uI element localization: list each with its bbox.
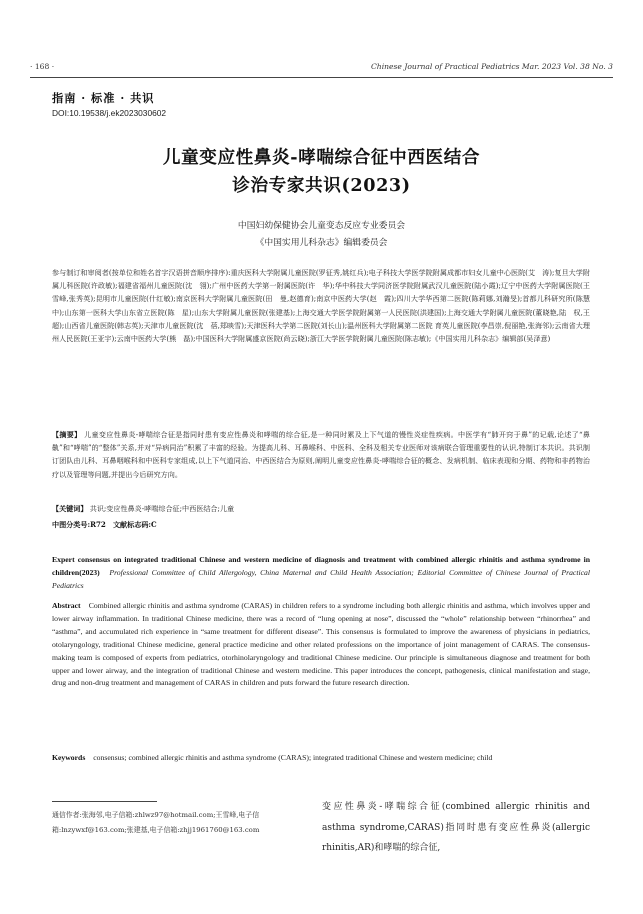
section-label: 指南 · 标准 · 共识 [52,91,155,105]
corresponding-authors-footnote: 通信作者:张海邻,电子信箱:zhlwz97@hotmail.com;王雪峰,电子信箱:lnzywxf@163.com;张建基,电子信箱:zhjj1961760@163.com [52,811,260,834]
article-title-line-1: 儿童变应性鼻炎-哮喘综合征中西医结合 [162,147,481,168]
contributors-list: 参与制订和审阅者(按单位和姓名首字汉语拼音顺序排序):重庆医科大学附属儿童医院(罗征秀,姚红兵);电子科技大学医学院附属成都市妇女儿童中心医院(艾 涛);复旦大学附属儿科医院(许政敏);福建省福州儿童医院(沈 翎);广州中医药大学第一附属医院(许 华);华中科技大学同济医学院附属武汉儿童医院(陆小霞);辽宁中医药大学附属医院(王雪峰,张秀英);昆明市儿童医院(什红敏);南京医科大学附属儿童医院(田 曼,赵德育);南京中医药大学(赵 霞);四川大学华西第二医院(陈莉娜,刘瀚旻);首都儿科研究所(陈慧中);山东第一医科大学山东省立医院(陈 星);山东大学附属儿童医院(张建基);上海交通大学医学院附属第一人民医院(洪建国);上海交通大学附属儿童医院(董晓艳,陆 权,王 超);山西省儿童医院(韩志英);天津市儿童医院(沈 蓓,郑映雪);天津医科大学第二医院(刘长山);温州医科大学附属第二医院 育英儿童医院(李昌崇,倪丽艳,张海邻);云南省大理州人民医院(王亚宇);云南中医药大学(熊 磊);中国医科大学附属盛京医院(尚云晓);浙江大学医学院附属儿童医院(陈志敏);《中国实用儿科杂志》编辑部(吴泽意) [52,268,598,344]
page-number: · 168 · [30,62,55,71]
english-keywords-text: consensus; combined allergic rhinitis and asthma syndrome (CARAS); integrated traditional Chinese and western medicine; child [93,753,493,762]
english-keywords-label: Keywords [52,753,86,762]
journal-citation: Chinese Journal of Practical Pediatrics Mar. 2023 Vol. 38 No. 3 [371,62,613,71]
header-rule [30,77,613,78]
keywords-cn [52,502,590,515]
running-header [30,62,613,76]
keywords-cn-label: 【关键词】 [52,504,88,513]
english-header [52,554,590,593]
english-keywords [52,752,590,765]
body-text-start: 变应性鼻炎-哮喘综合征(combined allergic rhinitis and asthma syndrome,CARAS)指同时患有变应性鼻炎(allergic rhinitis,AR)和哮喘的综合征, [322,802,590,853]
keywords-cn-text: 共识;变应性鼻炎-哮喘综合征;中西医结合;儿童 [89,504,235,513]
classification: 中图分类号:R72 文献标志码:C [52,520,157,529]
organization-line-2: 《中国实用儿科杂志》编辑委员会 [255,238,388,248]
abstract-cn-label: 【摘要】 [52,430,82,439]
english-abstract [52,600,590,690]
abstract-cn-text: 儿童变应性鼻炎-哮喘综合征是指同时患有变应性鼻炎和哮喘的综合征,是一种同时累及上下气道的慢性炎症性疾病。中医学有“肺开窍于鼻”的记载,论述了“鼻鼽”和“哮喘”的“整体”关系,并对“异病同治”积累了丰富的经验。为提高儿科、耳鼻喉科、中医科、全科及相关专业医师对该病联合管理重要性的认识,特制订本共识。共识制订团队由儿科、耳鼻咽喉科和中医科专家组成,以上下气道同治、中西医结合为原则,阐明儿童变应性鼻炎-哮喘综合征的概念、发病机制、临床表现和分期、药物和非药物治疗以及管理等问题,并提出今后研究方向。 [52,430,591,479]
footnote-rule [52,801,157,802]
abstract-cn [52,428,590,481]
doi: DOI:10.19538/j.ek2023030602 [52,108,167,118]
english-abstract-text: Combined allergic rhinitis and asthma syndrome (CARAS) in children refers to a syndrome including both allergic rhinitis and asthma, which involves upper and lower airway inflammation. In traditional Chinese medicine, there was a record of “lung opening at nose”, discussed the “whole” relationship between “rhinorrhea” and “asthma”, and accumulated rich experience in “same treatment for different disease”. This consensus is formulated to improve the awareness of physicians in pediatrics, otolaryngology, traditional Chinese medicine, general practice medicine and other related professions on the importance of joint management of CARAS. The consensus-making team is composed of experts from pediatrics, otorhinolaryngology and traditional Chinese medicine. Our principle is simultaneous diagnose and treatment for both upper and lower airway, and the integration of traditional Chinese and western medicine. This paper introduces the concept, pathogenesis, clinical manifestation and stage, drug and non-drug treatment and management of CARAS in children and puts forward the future research direction. [52,601,590,688]
article-title-line-2: 诊治专家共识(2023) [232,175,411,196]
english-abstract-label: Abstract [52,601,81,610]
organization-line-1: 中国妇幼保健协会儿童变态反应专业委员会 [237,221,406,231]
english-title: Expert consensus on integrated traditional Chinese and western medicine of diagnosis and treatment with combined allergic rhinitis and asthma syndrome in children(2023) [52,555,590,577]
english-committee: Professional Committee of Child Allergology, China Maternal and Child Health Association; Editorial Committee of Chinese Journal of Practical Pediatrics [52,567,591,590]
